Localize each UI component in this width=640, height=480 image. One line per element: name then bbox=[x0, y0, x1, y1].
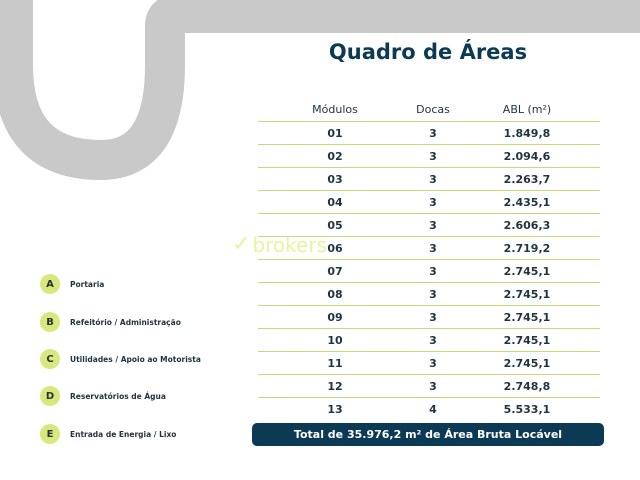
cell-abl: 1.849,8 bbox=[503, 126, 551, 140]
legend-badge: C bbox=[40, 349, 60, 369]
cell-modulo: 06 bbox=[327, 241, 343, 255]
cell-abl: 2.719,2 bbox=[503, 241, 551, 255]
table-row bbox=[258, 282, 600, 305]
header-docas: Docas bbox=[416, 102, 450, 116]
cell-docas: 3 bbox=[429, 241, 437, 255]
table-row bbox=[258, 259, 600, 282]
areas-table bbox=[258, 97, 600, 420]
table-row bbox=[258, 190, 600, 213]
cell-docas: 3 bbox=[429, 149, 437, 163]
cell-modulo: 10 bbox=[327, 333, 343, 347]
cell-docas: 3 bbox=[429, 356, 437, 370]
cell-abl: 2.745,1 bbox=[503, 356, 551, 370]
cell-abl: 2.094,6 bbox=[503, 149, 551, 163]
check-icon: ✓ bbox=[232, 232, 251, 257]
table-row bbox=[258, 328, 600, 351]
legend-label: Refeitório / Administração bbox=[70, 317, 181, 327]
cell-docas: 3 bbox=[429, 195, 437, 209]
cell-modulo: 12 bbox=[327, 379, 343, 393]
cell-docas: 3 bbox=[429, 264, 437, 278]
cell-modulo: 11 bbox=[327, 356, 343, 370]
legend-label: Portaria bbox=[70, 279, 105, 289]
table-row bbox=[258, 351, 600, 374]
cell-docas: 3 bbox=[429, 172, 437, 186]
cell-abl: 2.606,3 bbox=[503, 218, 551, 232]
table-row bbox=[258, 397, 600, 420]
cell-abl: 2.745,1 bbox=[503, 333, 551, 347]
header-modulos: Módulos bbox=[312, 102, 358, 116]
legend-item bbox=[40, 274, 104, 294]
cell-modulo: 07 bbox=[327, 264, 343, 278]
watermark-text: brokers bbox=[252, 232, 327, 257]
cell-modulo: 05 bbox=[327, 218, 343, 232]
legend-badge: E bbox=[40, 424, 60, 444]
table-row bbox=[258, 121, 600, 144]
table-row bbox=[258, 305, 600, 328]
legend-label: Reservatórios de Água bbox=[70, 391, 166, 401]
cell-docas: 3 bbox=[429, 333, 437, 347]
cell-modulo: 13 bbox=[327, 402, 343, 416]
cell-modulo: 02 bbox=[327, 149, 343, 163]
cell-abl: 2.745,1 bbox=[503, 264, 551, 278]
legend-item bbox=[40, 386, 166, 406]
table-row bbox=[258, 374, 600, 397]
legend-badge: D bbox=[40, 386, 60, 406]
cell-modulo: 09 bbox=[327, 310, 343, 324]
legend-badge: A bbox=[40, 274, 60, 294]
cell-docas: 3 bbox=[429, 218, 437, 232]
cell-docas: 3 bbox=[429, 287, 437, 301]
total-banner: Total de 35.976,2 m² de Área Bruta Locável bbox=[252, 423, 604, 446]
cell-docas: 3 bbox=[429, 379, 437, 393]
table-row bbox=[258, 167, 600, 190]
header-abl: ABL (m²) bbox=[502, 102, 552, 116]
cell-modulo: 08 bbox=[327, 287, 343, 301]
legend-item bbox=[40, 349, 201, 369]
table-row bbox=[258, 144, 600, 167]
cell-docas: 3 bbox=[429, 126, 437, 140]
cell-abl: 5.533,1 bbox=[503, 402, 551, 416]
cell-abl: 2.435,1 bbox=[503, 195, 551, 209]
watermark bbox=[232, 232, 327, 257]
cell-abl: 2.745,1 bbox=[503, 310, 551, 324]
page-title: Quadro de Áreas bbox=[328, 40, 528, 64]
legend-item bbox=[40, 424, 176, 444]
table-header bbox=[258, 97, 600, 121]
cell-docas: 4 bbox=[429, 402, 437, 416]
legend-label: Utilidades / Apoio ao Motorista bbox=[70, 354, 201, 364]
cell-modulo: 04 bbox=[327, 195, 343, 209]
cell-modulo: 03 bbox=[327, 172, 343, 186]
cell-abl: 2.263,7 bbox=[503, 172, 551, 186]
cell-docas: 3 bbox=[429, 310, 437, 324]
cell-modulo: 01 bbox=[327, 126, 343, 140]
table-body bbox=[258, 121, 600, 420]
cell-abl: 2.745,1 bbox=[503, 287, 551, 301]
legend-label: Entrada de Energia / Lixo bbox=[70, 429, 177, 439]
cell-abl: 2.748,8 bbox=[503, 379, 551, 393]
legend-badge: B bbox=[40, 312, 60, 332]
legend-item bbox=[40, 312, 181, 332]
